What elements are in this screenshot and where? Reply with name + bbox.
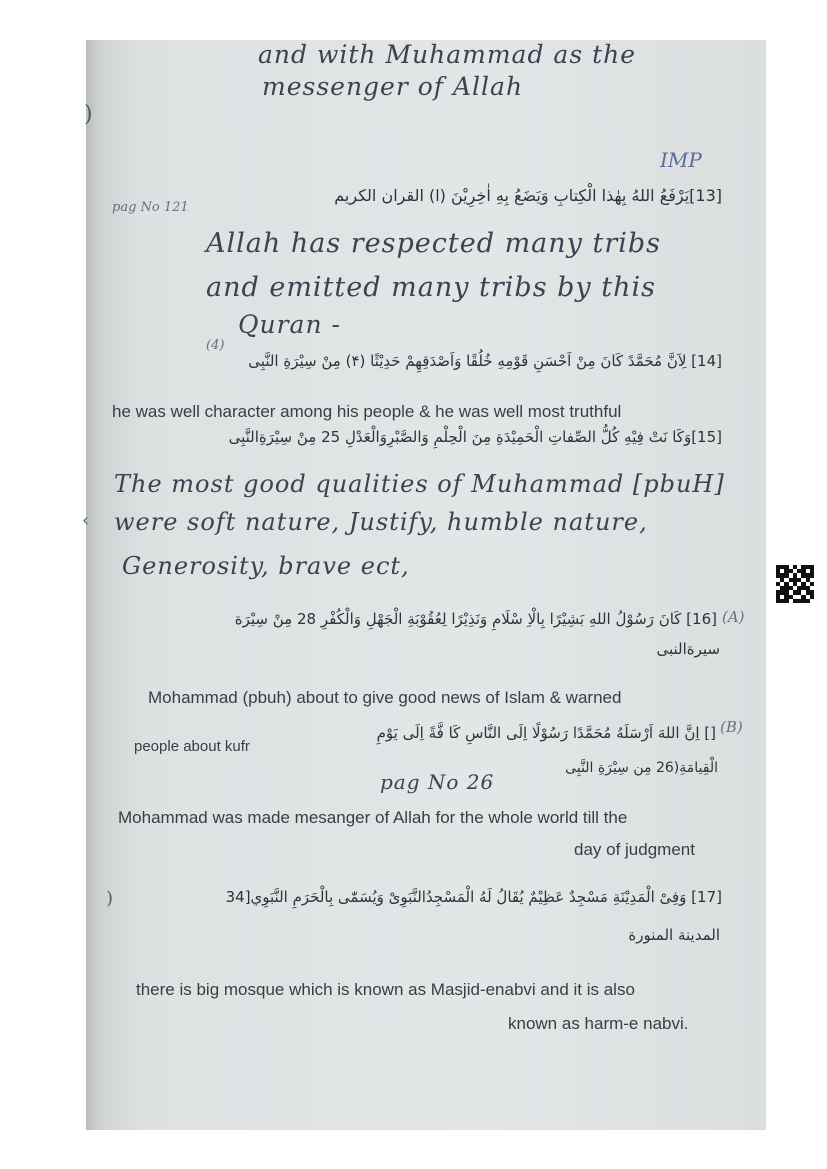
- handwritten-translation: Generosity, brave ect,: [122, 552, 410, 580]
- handwritten-translation: were soft nature, Justify, humble nature,: [114, 508, 648, 536]
- handwritten-line: messenger of Allah: [262, 72, 524, 101]
- translation-line: Mohammad was made mesanger of Allah for the whole world till the: [118, 808, 628, 827]
- margin-mark: ‹: [82, 510, 90, 531]
- arabic-verse-16: [16] كَانَ رَسُوْلُ اللهِ بَشِيْرًا بِالْاِ سْلَامِ وَنَذِيْرًا لِعُقُوْبَةِ الْجَهْلِ وَالْكُفْرِ 28 مِنْ سِيْرَة: [234, 610, 717, 628]
- handwritten-translation: The most good qualities of Muhammad [pbuH]: [114, 470, 725, 498]
- translation-line: known as harm-e nabvi.: [508, 1014, 689, 1033]
- translation-line: Mohammad (pbuh) about to give good news of Islam & warned: [148, 688, 622, 707]
- arabic-verse-16b: [] اِنَّ اللهَ اَرْسَلَهُ مُحَمَّدًا رَسُوْلًا اِلَى النَّاسِ كَا فَّةً اِلَى يَوْمِ: [376, 724, 716, 742]
- arabic-verse-15: [15]وَكَا نَتْ فِيْهِ كُلُّ الصِّفاتِ الْحَمِيْدَةِ مِنَ الْحِلْمِ وَالصَّبْرِوَالْعَدْلِ 25 مِنْ سِيْرَةِالنَّبِى: [228, 428, 722, 446]
- translation-line: day of judgment: [574, 840, 695, 859]
- margin-mark: ): [84, 102, 93, 127]
- option-label-a: (A): [722, 608, 745, 626]
- arabic-verse-16b-continued: الْقِيامَةِ(26 مِن سِيْرَةِ النَّبِى: [565, 760, 718, 776]
- handwritten-page-number: pag No 26: [380, 770, 495, 794]
- handwritten-translation: Allah has respected many tribs: [206, 228, 662, 259]
- arabic-verse-14: [14] لِاَنَّ مُحَمَّدً كَانَ مِنْ اَحْسَنِ قَوْمِهِ خُلُقًا وَاَصْدَقِهِمْ حَدِيْثًا (۴) مِنْ سِيْرَةِ النَّبِى: [248, 352, 722, 370]
- imp-note: IMP: [660, 148, 702, 172]
- handwritten-translation: and emitted many tribs by this: [206, 272, 657, 303]
- option-label-b: (B): [720, 718, 743, 736]
- arabic-verse-13: [13]يَرْفَعُ اللهُ بِهٰذا الْكِتابِ وَيَضَعُ بِهِ اٰخِرِيْنَ (ا) القران الكريم: [334, 186, 722, 205]
- page-reference-note: pag No 121: [112, 200, 189, 215]
- handwritten-line: and with Muhammad as the: [258, 40, 637, 69]
- translation-prefix: people about kufr: [134, 738, 250, 755]
- handwritten-translation: Quran -: [238, 310, 341, 339]
- arabic-verse-17: [17] وَفِىْ الْمَدِيْنَةِ مَسْجِدٌ عَظِيْمٌ يُقَالُ لَهُ الْمَسْجِدُالنَّبَوِىْ وَيُسَمّٰى بِالْحَرَمِ النَّبَوِي[34: [225, 888, 722, 906]
- arabic-verse-17-continued: المدينة المنورة: [628, 926, 720, 944]
- margin-mark: ): [106, 888, 114, 909]
- qr-code: [776, 565, 814, 603]
- translation-line: there is big mosque which is known as Masjid-enabvi and it is also: [136, 980, 635, 999]
- translation-line: he was well character among his people & he was well most truthful: [112, 402, 622, 421]
- arabic-verse-16-continued: سيرةالنبى: [656, 640, 720, 658]
- footnote-label: (4): [206, 338, 225, 353]
